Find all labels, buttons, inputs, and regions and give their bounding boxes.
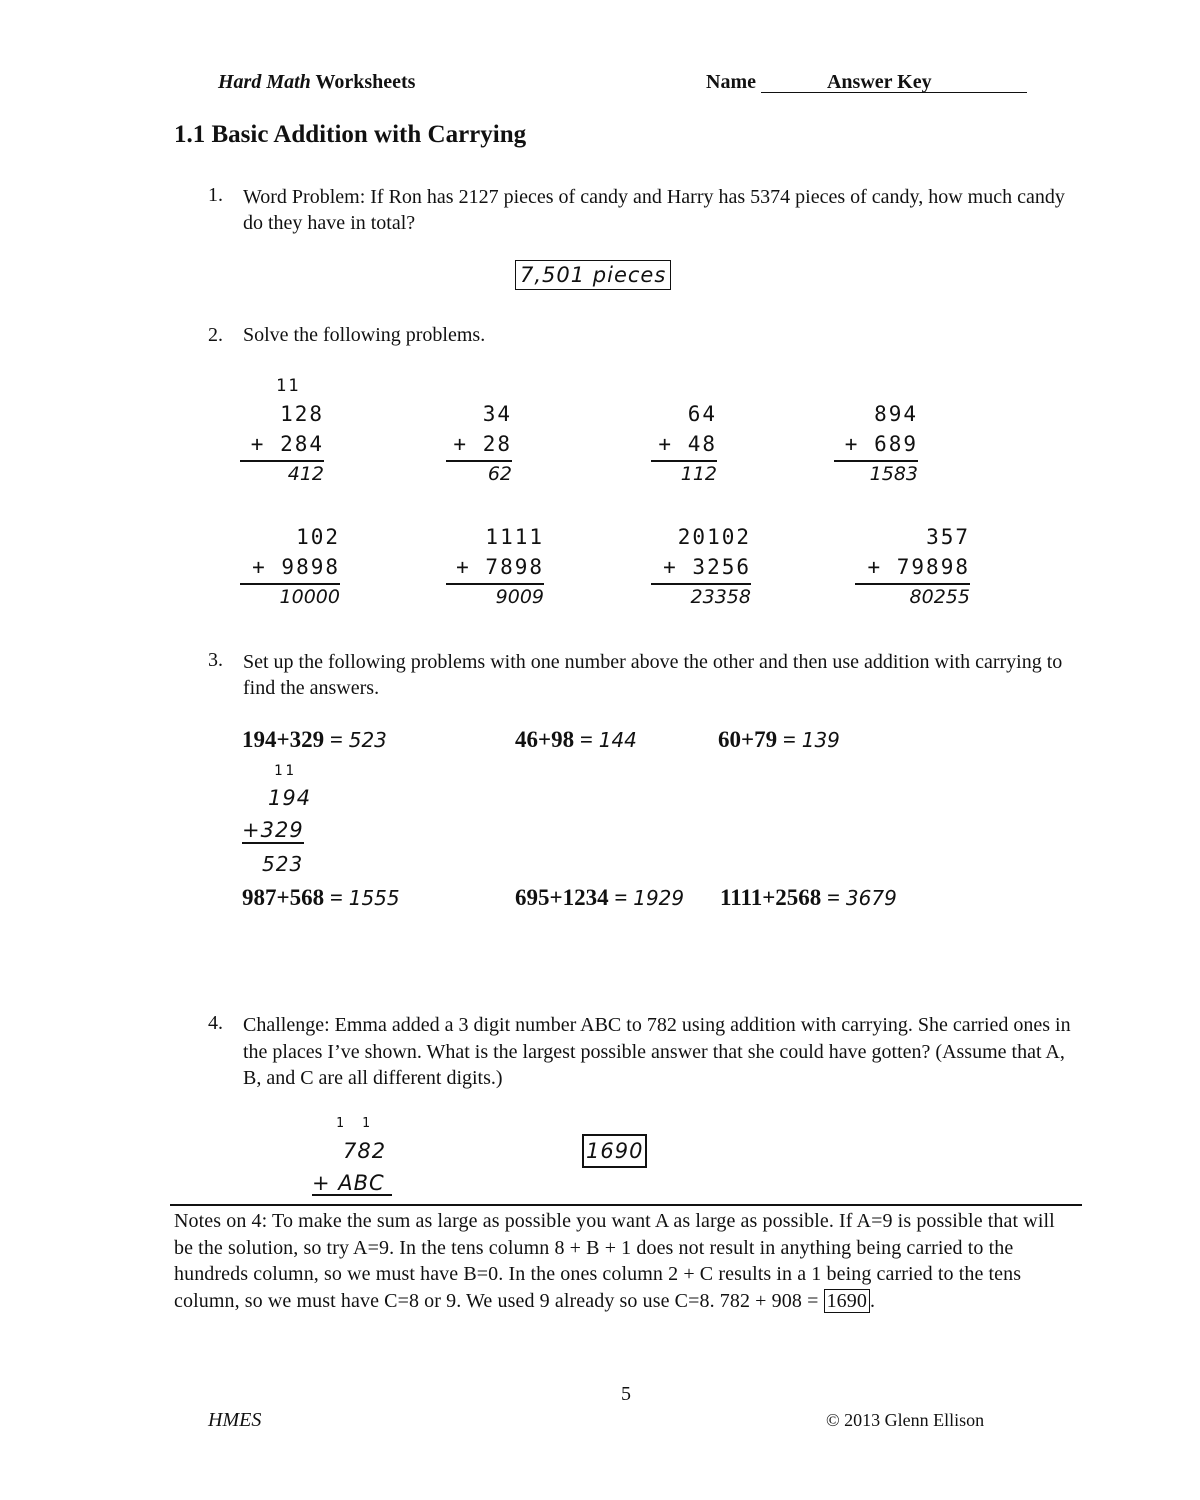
problem-bottom: + 7898 (456, 555, 544, 579)
problem-bottom: + 3256 (663, 555, 751, 579)
problem-bottom: + 284 (250, 432, 324, 456)
problem-1-carry: 11 (276, 376, 301, 396)
addition-problem (446, 522, 544, 609)
q4-carry-1: 1 (336, 1116, 344, 1131)
equation-answer: 1555 (348, 886, 400, 910)
problem-top: 894 (874, 402, 918, 426)
equation (242, 885, 400, 911)
problem-answer: 80255 (909, 586, 970, 608)
notes-answer-box: 1690 (824, 1289, 870, 1313)
problem-bottom: + 79898 (867, 555, 970, 579)
addition-problem (834, 399, 918, 486)
question-3-number: 3. (208, 649, 223, 671)
problem-top: 1111 (485, 525, 544, 549)
name-label: Name (706, 71, 756, 93)
page-number: 5 (621, 1383, 631, 1405)
question-4-number: 4. (208, 1012, 223, 1034)
q4-answer: 1690 (582, 1134, 647, 1168)
equation-answer: 3679 (845, 886, 897, 910)
problem-top: 64 (687, 402, 717, 426)
problem-answer: 412 (287, 463, 324, 485)
q4-carry-2: 1 (362, 1116, 370, 1131)
problem-top: 102 (296, 525, 340, 549)
addition-problem (855, 522, 970, 609)
problem-answer: 23358 (690, 586, 751, 608)
equation-answer: 1929 (633, 886, 685, 910)
question-3-text: Set up the following problems with one number above the other and then use addition with carrying to find the answers. (243, 651, 1063, 699)
question-2-text: Solve the following problems. (243, 324, 486, 346)
equation-expression: 46+98 = (515, 727, 593, 752)
addition-problem (651, 522, 751, 609)
equation-expression: 60+79 = (718, 727, 796, 752)
notes-text: Notes on 4: To make the sum as large as possible you want A as large as possible. If A=9 is possible that will be the solution, so try A=9. In the tens column 8 + B + 1 does not result in anything being carried to the hundreds column, so we must have B=0. In the ones column 2 + C results in a 1 being carried to the tens column, so we must have C=8 or 9. We used 9 already so use C=8. 782 + 908 = (174, 1210, 1055, 1312)
work-carry: 11 (274, 763, 297, 779)
problem-bottom: + 28 (453, 432, 512, 456)
series-title-rest: Worksheets (315, 71, 416, 93)
name-line (706, 71, 1027, 94)
problem-answer: 112 (680, 463, 717, 485)
equation-expression: 1111+2568 = (720, 885, 841, 910)
addition-problem (240, 522, 340, 609)
addition-problem (240, 399, 324, 486)
question-2-number: 2. (208, 324, 223, 346)
q4-top: 782 (343, 1139, 387, 1163)
notes-divider (170, 1204, 1082, 1206)
question-1-text: Word Problem: If Ron has 2127 pieces of candy and Harry has 5374 pieces of candy, how much candy do they have in total? (243, 186, 1065, 234)
problem-top: 357 (926, 525, 970, 549)
work-top: 194 (268, 786, 312, 810)
equation (718, 727, 840, 753)
work-answer: 523 (262, 852, 304, 876)
addition-problem (446, 399, 512, 486)
question-1-answer (515, 260, 671, 290)
question-4-text: Challenge: Emma added a 3 digit number ABC to 782 using addition with carrying. She carried ones in the places I’ve shown. What is the largest possible answer that she could have gotten? (Assume that A, B, and C are all different digits.) (243, 1014, 1071, 1089)
problem-answer: 9009 (495, 586, 544, 608)
problem-top: 128 (280, 402, 324, 426)
footer-right: © 2013 Glenn Ellison (826, 1410, 985, 1430)
series-title-italic: Hard Math (218, 71, 311, 93)
problem-top: 34 (482, 402, 512, 426)
question-1-number: 1. (208, 184, 223, 206)
equation (242, 727, 387, 753)
problem-bottom: + 689 (844, 432, 918, 456)
worksheet-series-title (218, 71, 415, 94)
equation (515, 885, 684, 911)
problem-answer: 1583 (869, 463, 918, 485)
work-bottom: +329 (242, 818, 304, 842)
equation-answer: 523 (348, 728, 387, 752)
problem-top: 20102 (677, 525, 751, 549)
equation (515, 727, 637, 753)
section-title: 1.1 Basic Addition with Carrying (174, 121, 527, 148)
q4-bottom: + ABC (312, 1172, 392, 1196)
equation-answer: 139 (801, 728, 840, 752)
equation-answer: 144 (598, 728, 637, 752)
question-1-answer-box: 7,501 pieces (515, 260, 671, 290)
problem-bottom: + 9898 (252, 555, 340, 579)
equation (720, 885, 897, 911)
problem-answer: 62 (487, 463, 512, 485)
footer-left: HMES (208, 1409, 262, 1431)
equation-expression: 194+329 = (242, 727, 343, 752)
addition-problem (651, 399, 717, 486)
notes-end: . (869, 1289, 876, 1312)
name-value: Answer Key (761, 72, 1027, 93)
notes-paragraph (174, 1208, 1074, 1314)
equation-expression: 695+1234 = (515, 885, 628, 910)
equation-expression: 987+568 = (242, 885, 343, 910)
problem-bottom: + 48 (658, 432, 717, 456)
problem-answer: 10000 (279, 586, 340, 608)
